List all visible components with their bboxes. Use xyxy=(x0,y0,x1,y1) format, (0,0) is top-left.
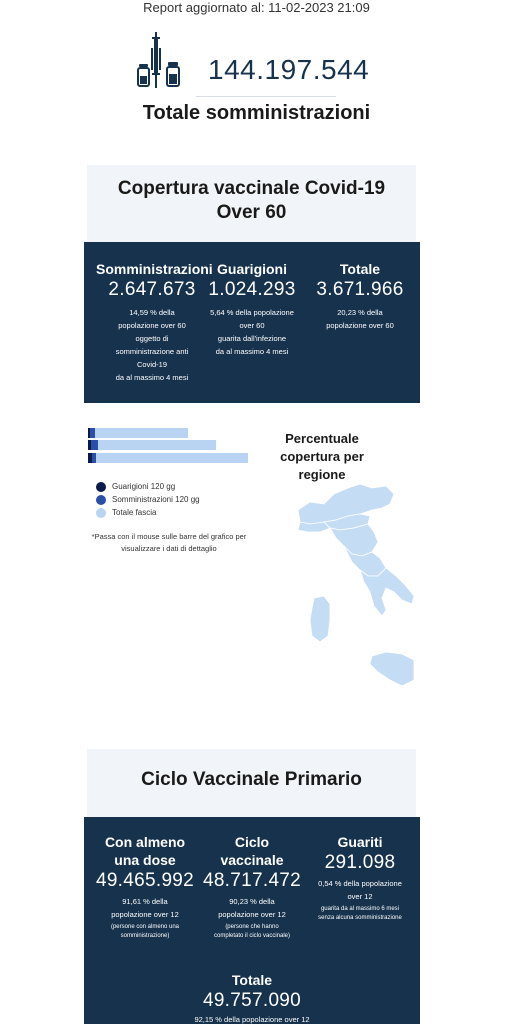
stat-value: 1.024.293 xyxy=(208,279,296,300)
stat-desc-line: da al massimo 4 mesi xyxy=(215,347,289,356)
over60-stats-panel xyxy=(84,242,420,403)
stat-label: Guarigioni xyxy=(217,261,287,277)
stat-desc-line: 20,23 % della xyxy=(337,308,383,317)
map-title-line2: copertura per regione xyxy=(280,449,364,482)
legend-label: Totale fascia xyxy=(112,508,157,517)
stat-somministrazioni xyxy=(96,260,213,384)
stat-note-line: (persone che hanno xyxy=(225,924,279,930)
stat-value: 49.757.090 xyxy=(202,990,302,1011)
stat-desc-line: da al massimo 4 mesi xyxy=(115,373,189,382)
stat-desc-line: 0,54 % della popolazione xyxy=(318,879,402,888)
stat-value: 291.098 xyxy=(324,852,396,873)
stat-desc-line: Covid-19 xyxy=(136,360,167,369)
over60-title-line1: Copertura vaccinale Covid-19 xyxy=(117,178,386,199)
stat-note-line: guarita da al massimo 6 mesi xyxy=(320,906,400,912)
stat-desc-line: over 12 xyxy=(347,892,373,901)
bar-row-over80[interactable] xyxy=(88,428,258,440)
stat-desc-line: 5,64 % della popolazione xyxy=(210,308,294,317)
ciclo-title: Ciclo Vaccinale Primario xyxy=(87,749,416,817)
stat-desc-line: oggetto di xyxy=(135,334,169,343)
stat-description: 92,15 % della popolazione over 12 xyxy=(194,1015,310,1024)
stat-desc-line: 91,61 % della xyxy=(122,897,168,906)
stat-label: Guariti xyxy=(337,834,383,850)
bar-totale[interactable] xyxy=(88,440,216,450)
map-title xyxy=(262,430,382,484)
stat-note-line: somministrazione) xyxy=(120,933,170,939)
bar-guarigioni[interactable] xyxy=(88,440,91,450)
stat-value: 49.465.992 xyxy=(95,870,195,891)
stat-desc-line: somministrazione anti xyxy=(115,347,189,356)
stat-label: Totale xyxy=(339,261,381,277)
stat-note xyxy=(94,923,196,941)
chart-hint xyxy=(84,531,254,555)
total-administrations-value: 144.197.544 xyxy=(208,54,370,85)
legend-dot xyxy=(96,482,106,492)
legend-item-totale xyxy=(96,506,200,519)
stat-description xyxy=(310,306,410,332)
legend-dot xyxy=(96,508,106,518)
stat-description xyxy=(96,306,208,384)
stat-guarigioni xyxy=(206,260,298,358)
stat-ciclo-vaccinale xyxy=(200,833,304,941)
stat-value: 2.647.673 xyxy=(108,279,196,300)
over60-title xyxy=(87,165,416,242)
italy-regions-map[interactable] xyxy=(290,480,416,695)
ciclo-stats-panel xyxy=(84,817,420,1024)
stat-label: Ciclo xyxy=(234,834,270,850)
stat-desc-line: guarita dall'infezione xyxy=(217,334,287,343)
stat-desc-line: popolazione over 12 xyxy=(111,910,179,919)
stat-desc-line: popolazione over 60 xyxy=(118,321,186,330)
total-administrations-hero xyxy=(0,30,513,140)
legend-label: Somministrazioni 120 gg xyxy=(112,495,200,504)
region-sardinia[interactable] xyxy=(310,596,330,642)
stat-value: 48.717.472 xyxy=(202,870,302,891)
legend-dot xyxy=(96,495,106,505)
stat-ciclo-totale xyxy=(144,971,360,1024)
stat-desc-line: over 60 xyxy=(239,321,265,330)
map-title-line1: Percentuale xyxy=(285,431,359,446)
stat-label: Totale xyxy=(231,972,273,988)
stat-note-line: senza alcuna somministrazione xyxy=(318,915,402,921)
bar-guarigioni[interactable] xyxy=(88,428,90,438)
total-administrations-label: Totale somministrazioni xyxy=(142,102,371,124)
region-sicily[interactable] xyxy=(370,652,414,686)
stat-label: una dose xyxy=(114,852,176,868)
stat-note xyxy=(306,905,414,923)
stat-label: vaccinale xyxy=(220,852,284,868)
bar-row-70-79[interactable] xyxy=(88,440,258,452)
chart-legend xyxy=(96,480,200,519)
hint-line: *Passa con il mouse sulle barre del grafico per xyxy=(91,532,247,541)
stat-desc-line: 14,59 % della xyxy=(129,308,175,317)
over60-title-line2: Over 60 xyxy=(216,202,287,223)
stat-note-line: (persone con almeno una xyxy=(110,924,180,930)
stat-label: Somministrazioni xyxy=(96,261,213,277)
stat-value: 3.671.966 xyxy=(316,279,404,300)
stat-description xyxy=(306,877,414,903)
stat-guariti xyxy=(306,833,414,923)
stat-desc-line: 90,23 % della xyxy=(229,897,275,906)
stat-totale xyxy=(310,260,410,332)
stat-almeno-una-dose xyxy=(94,833,196,941)
stat-description xyxy=(206,306,298,358)
stat-description xyxy=(200,895,304,921)
bar-guarigioni[interactable] xyxy=(88,453,92,463)
legend-item-somministrazioni xyxy=(96,493,200,506)
bar-totale[interactable] xyxy=(88,428,188,438)
stat-label: Con almeno xyxy=(104,834,186,850)
report-date: Report aggiornato al: 11-02-2023 21:09 xyxy=(143,0,370,15)
bar-row-60-69[interactable] xyxy=(88,453,258,465)
legend-item-guarigioni xyxy=(96,480,200,493)
stat-description xyxy=(94,895,196,921)
legend-label: Guarigioni 120 gg xyxy=(112,482,176,491)
stat-note xyxy=(200,923,304,941)
bar-totale[interactable] xyxy=(88,453,248,463)
stat-desc-line: popolazione over 60 xyxy=(326,321,394,330)
stat-desc-line: popolazione over 12 xyxy=(218,910,286,919)
divider xyxy=(196,96,336,97)
hint-line: visualizzare i dati di dettaglio xyxy=(121,544,217,553)
vaccine-syringe-vials-icon xyxy=(136,32,182,88)
stat-note-line: completato il ciclo vaccinale) xyxy=(213,933,291,939)
